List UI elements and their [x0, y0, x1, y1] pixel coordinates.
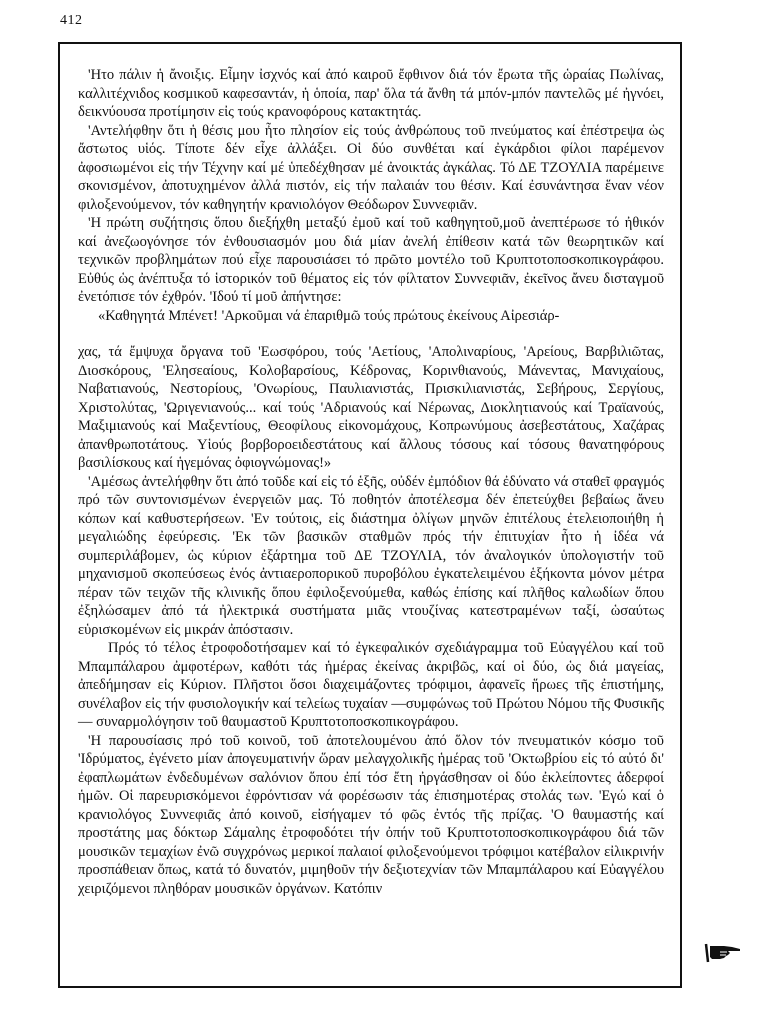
paragraph: 'Ητο πάλιν ἡ ἄνοιξις. Εἶμην ἰσχνός καί ἀπό καιροῦ ἔφθινον διά τόν ἔρωτα τῆς ὡραίας Πωλίνας, καλλιτέχνιδος κοσμικοῦ καφεσαντάν, ἡ ὁποία, παρ' ὅλα τά ἄνθη τά μπόν-μπόν παντελῶς μέ ἠγνόει, δεικνύουσα προτίμησιν εἰς τούς κρανοφόρους κατακτητάς. — [78, 67, 664, 120]
paragraph: Πρός τό τέλος ἐτροφοδοτήσαμεν καί τό ἐγκεφαλικόν σχεδιάγραμμα τοῦ Εὐαγγέλου καί τοῦ Μπαμπάλαρου ἀμφοτέρων, καθότι τάς ἡμέρας ἐκείνας ἀκριβῶς, καί οἱ δύο, ὡς διά μαγείας, ἀπεδήμησαν εἰς Κύριον. Πλῆστοι ὅσοι διαχειμάζοντες τρόφιμοι, ἀφανεῖς ἥρωες τῆς ἐπιστήμης, συνέλαβον εἰς τήν φυσιολογικήν καί τελείως τυχαίαν —συμφώνως τοῦ Πρώτου Νόμου τῆς Φυσικῆς— συναρμολόγησιν τοῦ θαυμαστοῦ Κρυπτοτοποσκοπικογράφου. — [78, 640, 664, 730]
pointing-hand-icon — [704, 938, 742, 964]
body-text — [78, 66, 664, 898]
section-gap — [78, 325, 664, 343]
paragraph: 'Η παρουσίασις πρό τοῦ κοινοῦ, τοῦ ἀποτελουμένου ἀπό ὅλον τόν πνευματικόν κόσμο τοῦ 'Ιδρύματος, ἐγένετο μίαν ἀπογευματινήν ὥραν μελαγχολικῆς ἡμέρας τοῦ 'Οκτωβρίου εἰς τό αὐτό δι' ἐφαπλωμάτων ἐνδεδυμένων σαλόνιον ὅπου ἐπί τόσ ἔτη ἠργάσθησαν οἱ δύο ἐκλείποντες ἀδερφοί ἡμῶν. Οἱ παρευρισκόμενοι ἐφρόντισαν νά φορέσωσιν τάς ἐπισημοτέρας στολάς των. 'Εγώ καί ὁ κρανιολόγος Συννεφιᾶς ἀπό κοινοῦ, εἰσήγαμεν τό φῶς ἐντός τῆς πρίζας. 'Ο θαυμαστής καί προστάτης μας δόκτωρ Σάμαλης ἐτροφοδότει τήν ὀπήν τοῦ Κρυπτοτοποσκοπικογράφου διά τῶν μουσικῶν τεμαχίων ἐνῶ συγχρόνως μερικοί παλαιοί φιλοξενούμενοι τρόφιμοι κατέβαλον εἰλικρινήν προσπάθειαν ὅπως, κατά τό δυνατόν, μιμηθοῦν τήν δεξιοτεχνίαν τῶν Μπαμπάλαρου καί Εὐαγγέλου χειριζόμενοι πληθόραν μουσικῶν ὀργάνων. Κατόπιν — [78, 732, 664, 897]
paragraph: 'Η πρώτη συζήτησις ὅπου διεξήχθη μεταξύ ἐμοῦ καί τοῦ καθηγητοῦ,μοῦ ἀνεπτέρωσε τό ἠθικόν καί ἀνεζωογόνησε τόν ἐνθουσιασμόν μου διά μίαν ἀνελή ἐπίθεσιν κατά τῶν θεωρητικῶν καί τεχνικῶν προβλημάτων πού εἶχε παρουσιάσει τό πρῶτο μοντέλο τοῦ Κρυπτοτοποσκοπικογράφου. Εὐθύς ὡς ἀνέπτυξα τό ἱστορικόν τοῦ θέματος εἰς τόν φίλτατον Συννεφιᾶν, ἐκεῖνος ἄνευ δισταγμοῦ ἐνετόπισε τόν ἐχθρόν. 'Ιδού τί μοῦ ἀπήντησε: — [78, 215, 664, 305]
paragraph: 'Αμέσως ἀντελήφθην ὅτι ἀπό τοῦδε καί εἰς τό ἑξῆς, οὐδέν ἐμπόδιον θά ἐδύνατο νά σταθεῖ φραγμός πρό τῶν συντονισμένων ἐνεργειῶν μας. Τό ποθητόν ἀποτέλεσμα δέν ἐπετεύχθει βεβαίως ἄνευ κόπων καί καθυστερήσεων. 'Εν τούτοις, εἰς διάστημα ὀλίγων μηνῶν ἐπιτέλους ἐτελειοποιήθη ἡ μεγαλιώδης ἐφεύρεσις. 'Εκ τῶν βασικῶν σταθμῶν πρός τήν ἐπιτυχίαν ἦτο ἡ ἰδέα νά συμπεριλάβομεν, ὡς κύριον ἐξάρτημα τοῦ ΔΕ ΤΖΟΥΛΙΑ, τόν ἀναλογικόν ὑπολογιστήν τοῦ μηχανισμοῦ σκοπεύσεως ἑνός ἀντιαεροπορικοῦ πυροβόλου ἐγκατελειμένου ἑξήκοντα μόνον μέτρα πέραν τῶν τειχῶν τῆς κλινικῆς ὅπου ἐφιλοξενούμεθα, καθώς ἐπίσης καί πλῆθος καλωδίων ὅπου ἐξηλώσαμεν ἀπό τά ἠλεκτρικά συστήματα μιᾶς ντουζίνας κατεστραμένων ταξί, ὡσαύτως εὑρισκομένων εἰς μικράν ἀπόστασιν. — [78, 473, 664, 638]
paragraph: 'Αντελήφθην ὅτι ἡ θέσις μου ἦτο πλησίον εἰς τούς ἀνθρώπους τοῦ πνεύματος καί ἐπέστρεψα ὡς ἄστωτος υἱός. Τίποτε δέν εἶχε ἀλλάξει. Οἱ δύο συνθέται καί ἐγκάρδιοι φίλοι παρέμενον ἀφοσιωμένοι εἰς τήν Τέχνην καί μέ ὑπεδέχθησαν μέ ἀνοικτάς ἀγκάλας. Τό ΔΕ ΤΖΟΥΛΙΑ παρέμεινε σκονισμένον, ἀποτυχημένον ἀλλά πιστόν, εἰς τήν παλαιάν του θέσιν. Καί ἐσυνάντησα ἕναν νέον φιλοξενούμενον, τόν καθηγητήν κρανιολόγον Θεόδωρον Συννεφιᾶν. — [78, 122, 664, 213]
quote-continuation: χας, τά ἔμψυχα ὄργανα τοῦ 'Εωσφόρου, τούς 'Αετίους, 'Απολιναρίους, 'Αρείους, Βαρβιλιῶτας, Διοσκόρους, 'Ελησεαίους, Κολοβαρσίους, Κέδρονας, Κορινθιανούς, Μάνεντας, Μανιχαίους, Ναβατιανούς, Νεστορίους, 'Ονωρίους, Παυλιανιστάς, Πρισκιλιανιστάς, Σεβήρους, Σεργίους, Χριστολύτας, 'Ωριγενιανούς... καί τούς 'Αδριανούς καί Νέρωνας, Διοκλητιανούς καί Τραϊανούς, Μαξιμιανούς καί Μαξεντίους, Θεοφίλους εἰκονομάχους, Κοπρωνύμους ἀσεβεστάτους, Χαζάρας ἀπανθρωποτάτους. Υἱούς βορβοροειδεστάτους καί ἄλλους τόσους καί τόσους θανατηφόρους βασιλίσκους καί ἡγεμόνας ὀφιογνώμονας!» — [78, 344, 664, 471]
quote-paragraph: «Καθηγητά Μπένετ! 'Αρκοῦμαι νά ἐπαριθμῶ τούς πρώτους ἐκείνους Αἰρεσιάρ- — [98, 307, 560, 324]
page-number: 412 — [60, 13, 83, 28]
